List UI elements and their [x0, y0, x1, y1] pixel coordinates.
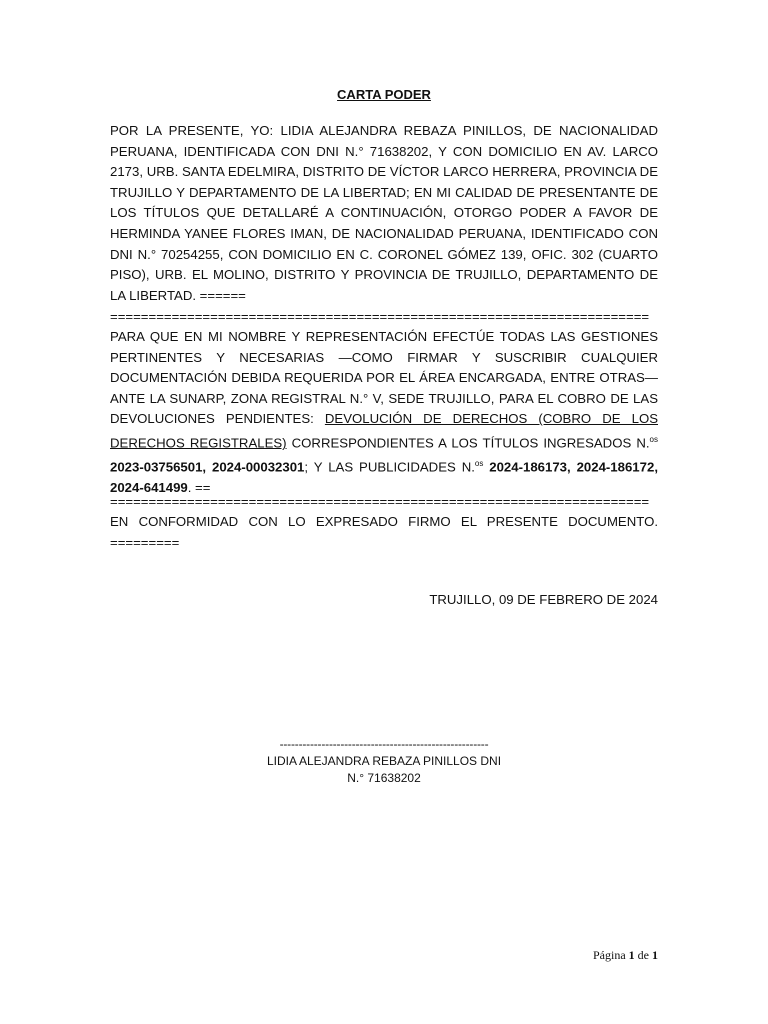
purpose-text-3: ; Y LAS PUBLICIDADES N. [304, 459, 475, 475]
plural-superscript: os [649, 434, 658, 444]
purpose-text-4: . == [187, 479, 211, 495]
separator-line: ====================================================================== [110, 309, 650, 324]
paragraph-grantor: POR LA PRESENTE, YO: LIDIA ALEJANDRA REBAZA PINILLOS, DE NACIONALIDAD PERUANA, IDENTIFICADA CON DNI N.° 71638202, Y CON DOMICILIO EN AV. LARCO 2173, URB. SANTA EDELMIRA, DISTRITO DE VÍCTOR LARCO HERRERA, PROVINCIA DE TRUJILLO Y DEPARTAMENTO DE LA LIBERTAD; EN MI CALIDAD DE PRESENTANTE DE LOS TÍTULOS QUE DETALLARÉ A CONTINUACIÓN, OTORGO PODER A FAVOR DE HERMINDA YANEE FLORES IMAN, DE NACIONALIDAD PERUANA, IDENTIFICADO CON DNI N.° 70254255, CON DOMICILIO EN C. CORONEL GÓMEZ 139, OFIC. 302 (CUARTO PISO), URB. EL MOLINO, DISTRITO Y PROVINCIA DE TRUJILLO, DEPARTAMENTO DE LA LIBERTAD. ====== [110, 123, 658, 303]
paragraph-conformity: EN CONFORMIDAD CON LO EXPRESADO FIRMO EL PRESENTE DOCUMENTO. ========= [110, 514, 658, 550]
of-word: de [637, 948, 649, 962]
refund-concept: DEVOLUCIÓN DE DERECHOS (COBRO DE LOS DERECHOS REGISTRALES) [110, 411, 658, 451]
document-page [110, 0, 658, 1024]
page-word: Página [593, 948, 626, 962]
signature-block [210, 736, 558, 787]
signature-line: ------------------------------------------------------- [279, 737, 489, 751]
publicity-numbers: 2024-186173, 2024-186172, 2024-641499 [110, 459, 658, 495]
title-numbers: 2023-03756501, 2024-00032301 [110, 459, 305, 475]
page-total: 1 [652, 948, 658, 962]
date-line: TRUJILLO, 09 DE FEBRERO DE 2024 [429, 592, 658, 607]
paragraph-purpose [110, 327, 658, 499]
plural-superscript-2: os [474, 458, 484, 468]
purpose-text-2: CORRESPONDIENTES A LOS TÍTULOS INGRESADOS N. [286, 435, 650, 451]
signer-name: LIDIA ALEJANDRA REBAZA PINILLOS DNI [266, 754, 502, 768]
separator-line-2: ====================================================================== [110, 494, 650, 509]
page-number: 1 [628, 948, 635, 962]
purpose-text: PARA QUE EN MI NOMBRE Y REPRESENTACIÓN EFECTÚE TODAS LAS GESTIONES PERTINENTES Y NECESARIAS —COMO FIRMAR Y SUSCRIBIR CUALQUIER DOCUMENTACIÓN DEBIDA REQUERIDA POR EL ÁREA ENCARGADA, ENTRE OTRAS— ANTE LA SUNARP, ZONA REGISTRAL N.° V, SEDE TRUJILLO, PARA EL COBRO DE LAS DEVOLUCIONES PENDIENTES: [110, 329, 658, 427]
page-number-footer [593, 948, 658, 963]
signer-dni: N.° 71638202 [347, 771, 421, 785]
document-title: CARTA PODER [337, 87, 431, 102]
